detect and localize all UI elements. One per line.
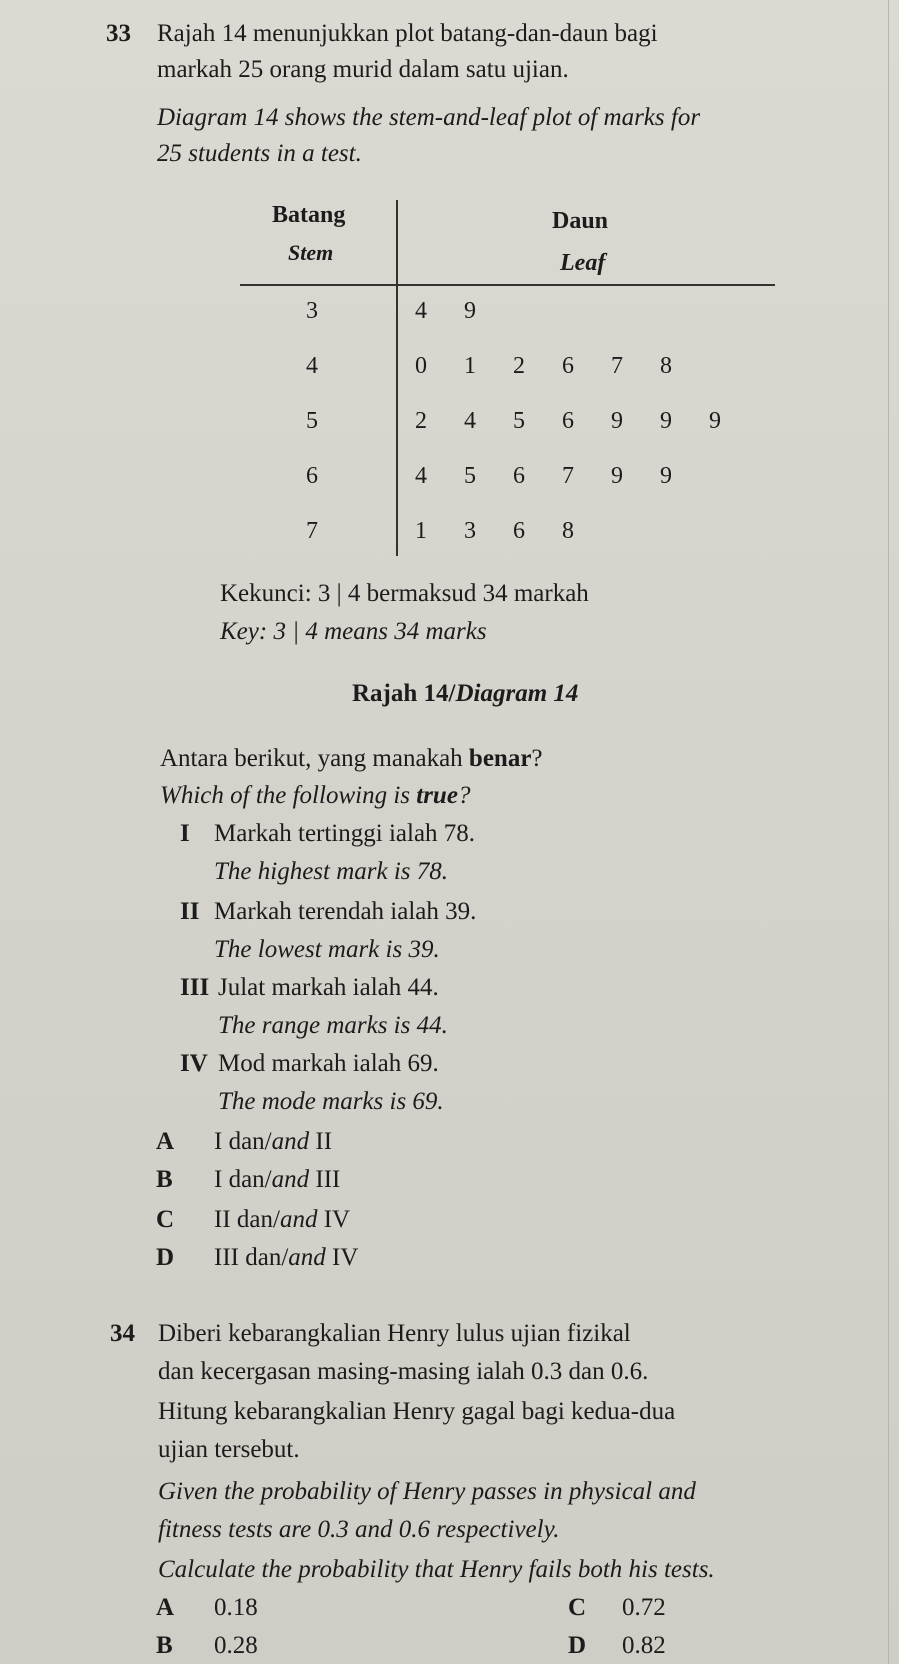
leaf-cell: 4 xyxy=(415,298,427,324)
statement-1-num: I xyxy=(180,820,190,847)
statement-2-num: II xyxy=(180,898,200,925)
table-header-rule xyxy=(240,284,775,286)
stem-header-en: Stem xyxy=(288,240,334,265)
stem-cell: 3 xyxy=(306,298,318,324)
table-divider xyxy=(396,200,398,556)
leaf-cell: 5 xyxy=(464,463,476,489)
q34-text-bm-4: ujian tersebut. xyxy=(158,1436,300,1463)
leaf-cell: 9 xyxy=(660,408,672,434)
statement-4-bm: Mod markah ialah 69. xyxy=(218,1050,439,1077)
q34-option-b-letter: B xyxy=(156,1632,173,1659)
key-en: Key: 3 | 4 means 34 marks xyxy=(220,618,487,645)
q34-option-c-letter: C xyxy=(568,1594,587,1621)
q34-option-d-letter: D xyxy=(568,1632,587,1659)
q33-text-en-2: 25 students in a test. xyxy=(157,140,362,167)
q34-option-d[interactable]: 0.82 xyxy=(622,1632,666,1659)
key-bm: Kekunci: 3 | 4 bermaksud 34 markah xyxy=(220,580,589,607)
statement-1-bm: Markah tertinggi ialah 78. xyxy=(214,820,476,847)
leaf-cell: 3 xyxy=(464,518,476,544)
q34-text-en-1: Given the probability of Henry passes in physical and xyxy=(158,1478,696,1505)
q34-text-bm-2: dan kecergasan masing-masing ialah 0.3 dan 0.6. xyxy=(158,1358,649,1385)
q33-option-d-letter: D xyxy=(156,1244,175,1271)
statement-3-en: The range marks is 44. xyxy=(218,1012,448,1039)
leaf-cell: 2 xyxy=(415,408,427,434)
q34-number: 34 xyxy=(110,1320,135,1347)
statement-4-en: The mode marks is 69. xyxy=(218,1088,444,1115)
leaf-cell: 6 xyxy=(562,353,574,379)
prompt-bm: Antara berikut, yang manakah benar? xyxy=(160,745,543,772)
stem-cell: 5 xyxy=(306,408,318,434)
leaf-cell: 6 xyxy=(562,408,574,434)
prompt-en: Which of the following is true? xyxy=(160,782,471,809)
diagram-caption xyxy=(352,680,578,708)
q33-option-d[interactable]: III dan/and IV xyxy=(214,1244,359,1271)
statement-4-num: IV xyxy=(180,1050,208,1077)
page-edge xyxy=(888,0,889,1664)
stem-cell: 4 xyxy=(306,353,318,379)
q34-option-c[interactable]: 0.72 xyxy=(622,1594,666,1621)
leaf-header-en: Leaf xyxy=(560,250,606,276)
q33-option-b-letter: B xyxy=(156,1166,173,1193)
leaf-cell: 9 xyxy=(464,298,476,324)
leaf-cell: 6 xyxy=(513,463,525,489)
statement-3-bm: Julat markah ialah 44. xyxy=(218,974,439,1001)
q33-option-a[interactable]: I dan/and II xyxy=(214,1128,333,1155)
leaf-cell: 9 xyxy=(709,408,721,434)
q34-option-a[interactable]: 0.18 xyxy=(214,1594,258,1621)
leaf-cell: 8 xyxy=(660,353,672,379)
q34-text-bm-1: Diberi kebarangkalian Henry lulus ujian fizikal xyxy=(158,1320,631,1347)
leaf-cell: 9 xyxy=(660,463,672,489)
statement-1-en: The highest mark is 78. xyxy=(214,858,449,885)
q34-text-en-3: Calculate the probability that Henry fails both his tests. xyxy=(158,1556,715,1583)
leaf-cell: 9 xyxy=(611,408,623,434)
stem-cell: 7 xyxy=(306,518,318,544)
leaf-cell: 2 xyxy=(513,353,525,379)
q34-text-bm-3: Hitung kebarangkalian Henry gagal bagi kedua-dua xyxy=(158,1398,676,1425)
leaf-cell: 9 xyxy=(611,463,623,489)
stem-cell: 6 xyxy=(306,463,318,489)
leaf-cell: 4 xyxy=(464,408,476,434)
q34-option-b[interactable]: 0.28 xyxy=(214,1632,258,1659)
leaf-cell: 0 xyxy=(415,353,427,379)
q33-option-c-letter: C xyxy=(156,1206,175,1233)
leaf-cell: 7 xyxy=(562,463,574,489)
q34-option-a-letter: A xyxy=(156,1594,175,1621)
q33-text-en-1: Diagram 14 shows the stem-and-leaf plot of marks for xyxy=(157,104,701,131)
q33-text-bm-2: markah 25 orang murid dalam satu ujian. xyxy=(157,56,569,83)
leaf-cell: 7 xyxy=(611,353,623,379)
q33-option-c[interactable]: II dan/and IV xyxy=(214,1206,351,1233)
statement-2-en: The lowest mark is 39. xyxy=(214,936,440,963)
q33-option-a-letter: A xyxy=(156,1128,175,1155)
q33-number: 33 xyxy=(106,20,131,47)
leaf-header-bm: Daun xyxy=(552,208,609,234)
caption-en: Diagram 14 xyxy=(455,680,579,707)
q33-option-b[interactable]: I dan/and III xyxy=(214,1166,341,1193)
q33-text-bm-1: Rajah 14 menunjukkan plot batang-dan-daun bagi xyxy=(157,20,658,47)
leaf-cell: 6 xyxy=(513,518,525,544)
leaf-cell: 8 xyxy=(562,518,574,544)
caption-bm: Rajah 14/ xyxy=(352,680,456,707)
q34-text-en-2: fitness tests are 0.3 and 0.6 respectively. xyxy=(158,1516,560,1543)
stem-header-bm: Batang xyxy=(272,202,346,228)
statement-2-bm: Markah terendah ialah 39. xyxy=(214,898,477,925)
leaf-cell: 4 xyxy=(415,463,427,489)
statement-3-num: III xyxy=(180,974,210,1001)
leaf-cell: 1 xyxy=(415,518,427,544)
leaf-cell: 1 xyxy=(464,353,476,379)
leaf-cell: 5 xyxy=(513,408,525,434)
